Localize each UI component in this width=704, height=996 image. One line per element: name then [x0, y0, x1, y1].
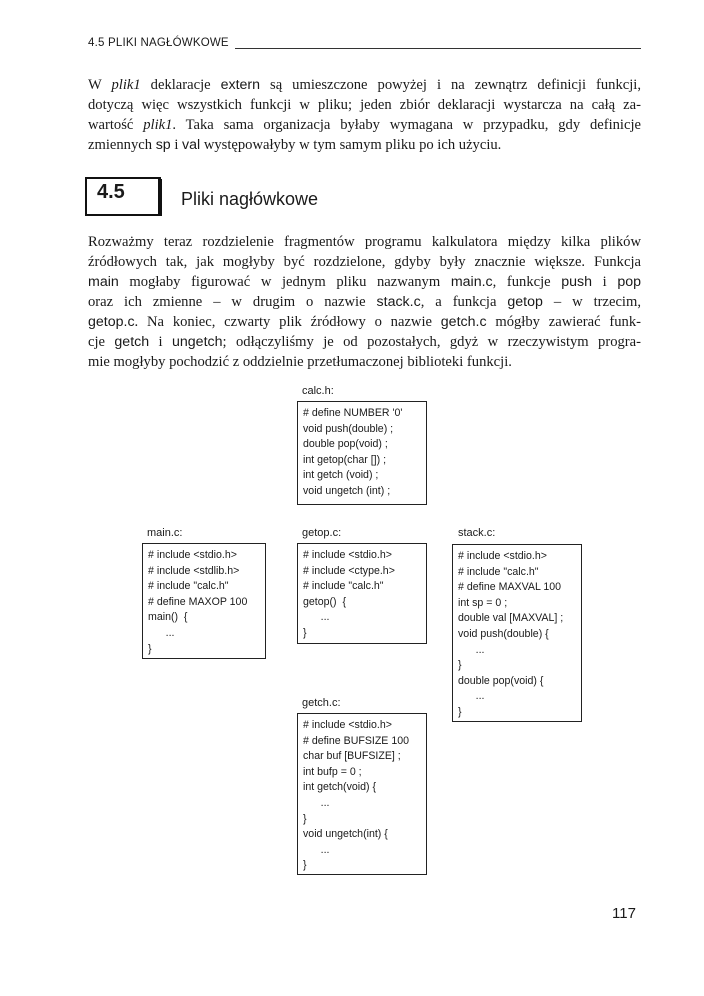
code-line: ... [148, 626, 175, 639]
body-paragraph [88, 232, 641, 372]
text-run: . Na koniec, czwarty plik źródłowy o nazwie [134, 314, 441, 330]
code-line: int bufp = 0 ; [303, 765, 362, 778]
code-line: int sp = 0 ; [458, 596, 508, 609]
text-run: W [88, 77, 112, 93]
text-run: , funkcje [492, 274, 562, 290]
code-line: int getch (void) ; [303, 469, 379, 482]
code-line: # include <stdio.h> [148, 549, 237, 561]
code-run: getop [507, 294, 543, 310]
code-line: # define MAXVAL 100 [458, 581, 562, 594]
text-run: , a funkcja [420, 294, 508, 310]
code-line: } [303, 859, 307, 872]
italic-run: plik1 [143, 117, 173, 133]
code-run: ungetch [172, 334, 223, 350]
running-head-text: 4.5 PLIKI NAGŁÓWKOWE [88, 37, 235, 49]
code-line: } [458, 659, 462, 672]
code-line: void ungetch (int) ; [303, 484, 391, 497]
code-line: # include <stdio.h> [303, 719, 392, 731]
text-run: cje [88, 334, 115, 350]
text-run: wartość [88, 117, 144, 133]
stack-c-label: stack.c: [458, 527, 496, 539]
code-line: # include <stdio.h> [458, 550, 547, 562]
stack-c-box [452, 544, 582, 722]
section-title: Pliki nagłówkowe [181, 189, 319, 209]
text-run: źródłowych tak, jak mogłyby być rozdzielone, gdyby były znacznie większe. Funkcja [88, 254, 641, 270]
code-run: getch.c [440, 314, 487, 330]
code-line: getop() { [303, 595, 346, 608]
code-line: void ungetch(int) { [303, 828, 388, 841]
text-run: dotyczą więc wszystkich funkcji w pliku; jeden zbiór deklaracji wystarcza na całą za- [88, 97, 641, 113]
calc-h-label: calc.h: [302, 385, 334, 397]
code-line: ... [458, 690, 485, 703]
code-line: void push(double) { [458, 627, 549, 640]
getop-c-label: getop.c: [302, 527, 342, 539]
getop-c-box [297, 543, 427, 644]
text-line [88, 75, 641, 95]
code-line: void push(double) ; [303, 422, 394, 435]
code-run: getch [114, 334, 150, 350]
text-line [88, 252, 641, 272]
code-line: # include "calc.h" [458, 565, 539, 578]
text-run: i [170, 137, 183, 153]
text-run: mie mogłyby pochodzić z oddzielnie przetłumaczonej biblioteki funkcji. [88, 354, 512, 370]
code-line: } [303, 812, 307, 825]
text-line [88, 352, 641, 372]
code-run: val [182, 137, 201, 153]
code-line: # define BUFSIZE 100 [303, 734, 409, 747]
italic-run: plik1 [111, 77, 141, 93]
code-run: extern [220, 77, 261, 93]
text-line [88, 292, 641, 312]
text-run: występowałyby w tym samym pliku po ich użyciu. [200, 137, 502, 153]
code-line: int getop(char []) ; [303, 453, 387, 466]
code-line: # include <stdio.h> [303, 549, 392, 561]
code-line: # include <ctype.h> [303, 564, 395, 577]
page-number: 117 [612, 905, 636, 922]
code-line: double pop(void) ; [303, 438, 388, 451]
code-run: main [88, 274, 119, 290]
code-line: double val [MAXVAL] ; [458, 612, 564, 625]
code-run: main.c [450, 274, 493, 290]
code-line: # define NUMBER '0' [303, 407, 403, 419]
text-line [88, 115, 641, 135]
code-line: ... [458, 643, 485, 656]
main-c-label: main.c: [147, 527, 183, 539]
section-number: 4.5 [97, 181, 125, 203]
code-line: ... [303, 843, 330, 856]
text-line [88, 332, 641, 352]
code-line: char buf [BUFSIZE] ; [303, 750, 401, 763]
text-run: oraz ich zmienne – w drugim o nazwie [88, 294, 377, 310]
code-run: sp [155, 137, 171, 153]
text-run: mogłaby figurować w jednym pliku nazwanym [118, 274, 451, 290]
text-run: i [592, 274, 618, 290]
code-run: getop.c [88, 314, 135, 330]
code-run: pop [617, 274, 641, 290]
text-line [88, 312, 641, 332]
code-line: } [148, 642, 152, 655]
text-line [88, 272, 641, 292]
code-line: main() { [148, 611, 188, 624]
code-line: } [303, 626, 307, 639]
running-head [88, 37, 641, 51]
text-run: są umieszczone powyżej i na zewnątrz definicji funkcji, [260, 77, 641, 93]
text-run: mógłby zawierać funk- [486, 314, 641, 330]
main-c-box [142, 543, 266, 659]
text-run: Rozważmy teraz rozdzielenie fragmentów programu kalkulatora między kilka plików [88, 234, 641, 250]
code-line: # define MAXOP 100 [148, 595, 248, 608]
text-line [88, 95, 641, 115]
code-line: double pop(void) { [458, 674, 544, 687]
text-run: ; odłączyliśmy je od pozostałych, gdyż w rzeczywistym progra- [222, 334, 641, 350]
text-run: i [149, 334, 173, 350]
text-run: zmiennych [88, 137, 156, 153]
section-number-box [85, 177, 161, 216]
text-run: . Taka sama organizacja byłaby wymagana w przypadku, gdy definicje [172, 117, 641, 133]
code-run: push [561, 274, 593, 290]
code-run: stack.c [376, 294, 421, 310]
code-line: # include "calc.h" [148, 580, 229, 593]
code-line: ... [303, 611, 330, 624]
text-line [88, 232, 641, 252]
text-run: – w trzecim, [542, 294, 641, 310]
getch-c-label: getch.c: [302, 697, 341, 709]
text-line [88, 135, 641, 155]
code-line: ... [303, 796, 330, 809]
code-line: # include "calc.h" [303, 580, 384, 593]
calc-h-box [297, 401, 427, 505]
code-line: # include <stdlib.h> [148, 564, 240, 577]
getch-c-box [297, 713, 427, 875]
intro-paragraph [88, 75, 641, 155]
text-run: deklaracje [140, 77, 221, 93]
code-line: int getch(void) { [303, 781, 377, 794]
code-line: } [458, 705, 462, 718]
